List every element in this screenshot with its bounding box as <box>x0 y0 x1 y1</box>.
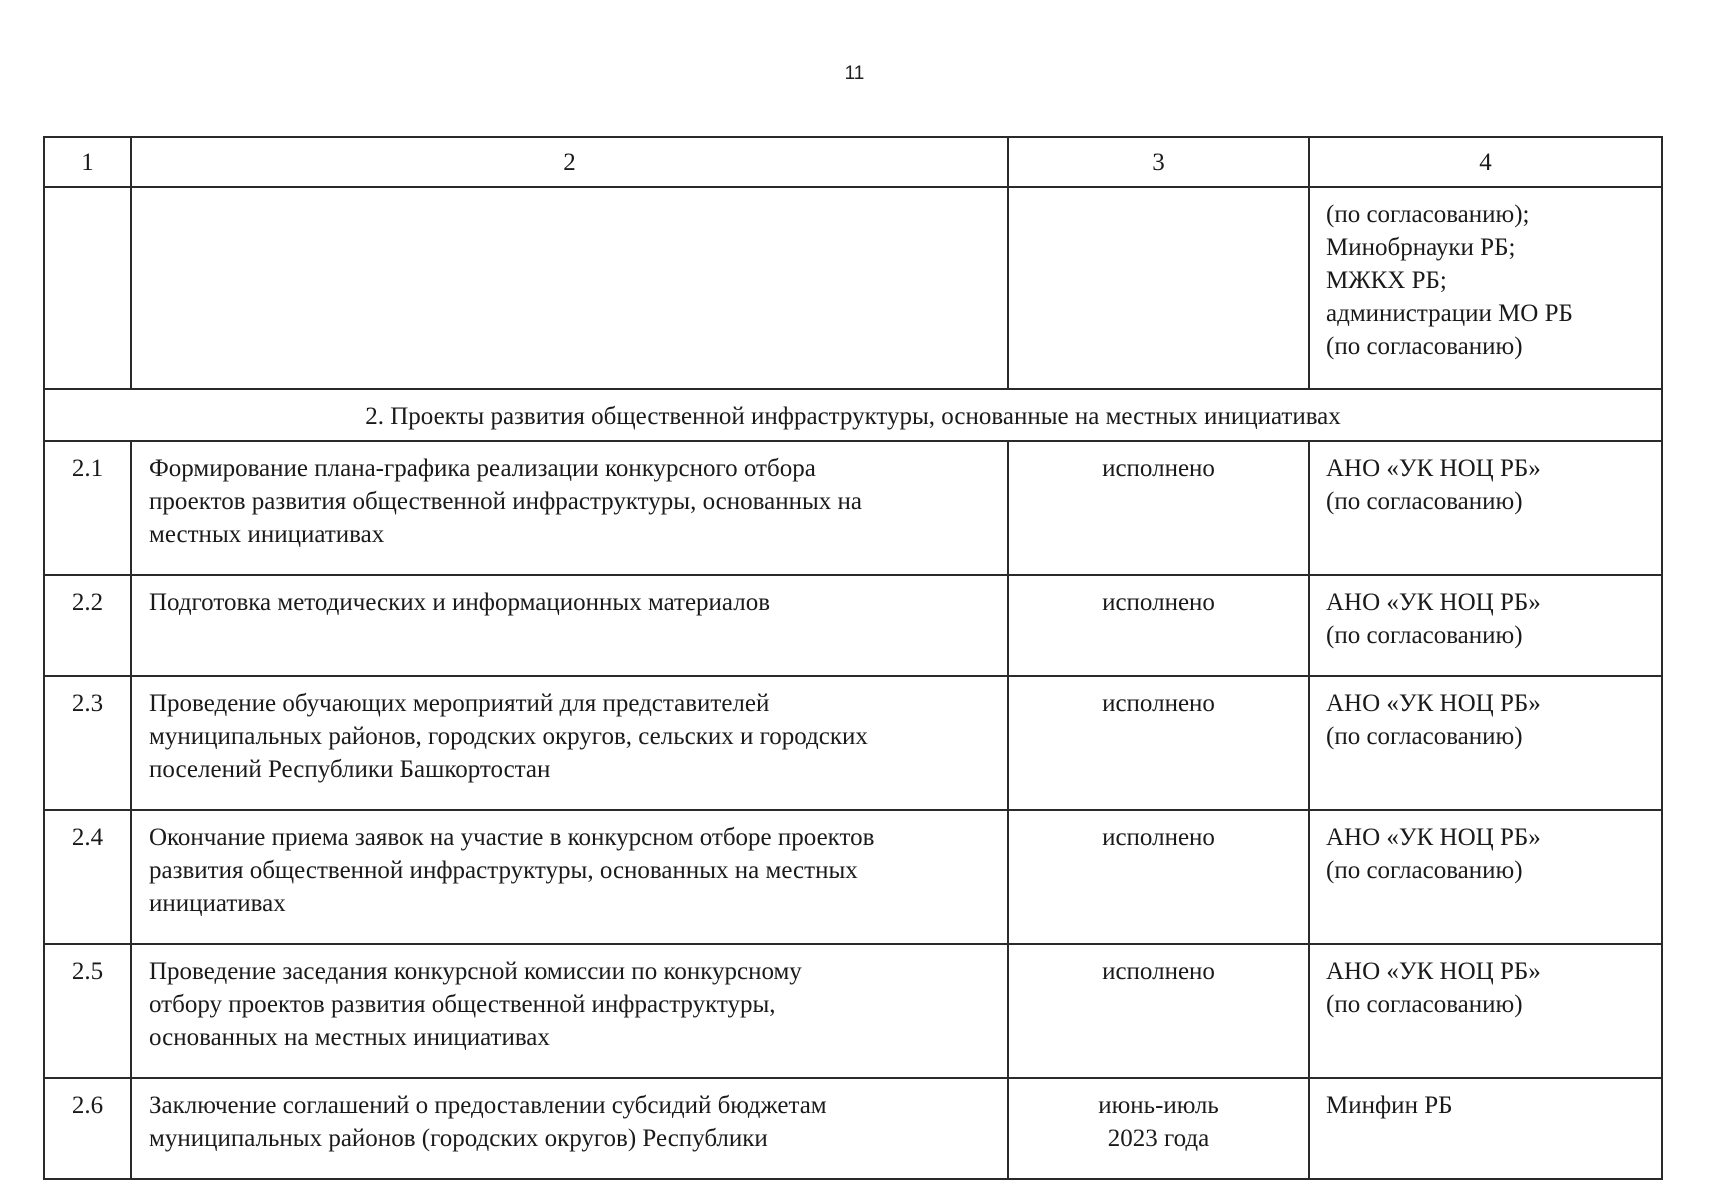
responsible-cell <box>1309 575 1662 676</box>
activity-cell <box>131 676 1008 810</box>
activity-line: местных инициативах <box>149 521 385 548</box>
activity-cell <box>131 1078 1008 1179</box>
status-cell <box>1008 676 1309 810</box>
header-row <box>44 137 1662 187</box>
activity-line: муниципальных районов, городских округов, сельских и городских <box>149 723 868 750</box>
row-number: 2.6 <box>44 1078 131 1179</box>
status-line: исполнено <box>1102 824 1215 851</box>
table-row <box>44 944 1662 1078</box>
activity-line: Формирование плана-графика реализации конкурсного отбора <box>149 455 816 482</box>
activity-line: инициативах <box>149 890 286 917</box>
activity-cell <box>131 441 1008 575</box>
status-line: исполнено <box>1102 958 1215 985</box>
activity-cell <box>131 944 1008 1078</box>
activity-line: Окончание приема заявок на участие в конкурсном отборе проектов <box>149 824 875 851</box>
responsible-line: (по согласованию) <box>1326 488 1523 515</box>
responsible-cell <box>1309 676 1662 810</box>
activity-line: Подготовка методических и информационных материалов <box>149 589 771 616</box>
responsible-line: Минобрнауки РБ; <box>1326 234 1516 261</box>
responsible-cell <box>1309 1078 1662 1179</box>
continuation-row <box>44 187 1662 389</box>
activity-line: развития общественной инфраструктуры, основанных на местных <box>149 857 858 884</box>
responsible-line: (по согласованию) <box>1326 723 1523 750</box>
responsible-line: Минфин РБ <box>1326 1092 1453 1119</box>
status-cell <box>1008 1078 1309 1179</box>
activity-line: отбору проектов развития общественной инфраструктуры, <box>149 991 776 1018</box>
responsible-line: администрации МО РБ <box>1326 300 1573 327</box>
activity-line: Проведение обучающих мероприятий для представителей <box>149 690 770 717</box>
section-title: 2. Проекты развития общественной инфраструктуры, основанные на местных инициативах <box>44 389 1662 441</box>
responsible-cell <box>1309 187 1662 389</box>
status-line: исполнено <box>1102 455 1215 482</box>
table-row <box>44 810 1662 944</box>
status-cell <box>1008 944 1309 1078</box>
responsible-line: АНО «УК НОЦ РБ» <box>1326 824 1541 851</box>
responsible-line: (по согласованию) <box>1326 333 1523 360</box>
status-cell <box>1008 810 1309 944</box>
section-row <box>44 389 1662 441</box>
row-number: 2.4 <box>44 810 131 944</box>
header-cell-4: 4 <box>1309 137 1662 187</box>
table-row <box>44 441 1662 575</box>
header-cell-2: 2 <box>131 137 1008 187</box>
responsible-line: (по согласованию) <box>1326 622 1523 649</box>
responsible-line: (по согласованию) <box>1326 857 1523 884</box>
status-line: июнь-июль <box>1098 1092 1219 1119</box>
row-number: 2.5 <box>44 944 131 1078</box>
table-row <box>44 676 1662 810</box>
activity-line: Проведение заседания конкурсной комиссии по конкурсному <box>149 958 802 985</box>
responsible-line: (по согласованию); <box>1326 201 1530 228</box>
responsible-cell <box>1309 441 1662 575</box>
responsible-line: АНО «УК НОЦ РБ» <box>1326 455 1541 482</box>
activity-line: основанных на местных инициативах <box>149 1024 550 1051</box>
status-cell <box>1008 575 1309 676</box>
activity-line: Заключение соглашений о предоставлении субсидий бюджетам <box>149 1092 827 1119</box>
header-cell-1: 1 <box>44 137 131 187</box>
activity-cell <box>131 575 1008 676</box>
status-line: исполнено <box>1102 589 1215 616</box>
activity-line: муниципальных районов (городских округов) Республики <box>149 1125 768 1152</box>
table-row <box>44 575 1662 676</box>
status-cell <box>1008 441 1309 575</box>
page-number: 11 <box>844 63 865 84</box>
responsible-line: АНО «УК НОЦ РБ» <box>1326 958 1541 985</box>
responsible-line: (по согласованию) <box>1326 991 1523 1018</box>
empty-cell <box>44 187 131 389</box>
table-row <box>44 1078 1662 1179</box>
responsible-line: АНО «УК НОЦ РБ» <box>1326 589 1541 616</box>
responsible-cell <box>1309 810 1662 944</box>
activity-cell <box>131 810 1008 944</box>
row-number: 2.1 <box>44 441 131 575</box>
empty-cell <box>1008 187 1309 389</box>
status-line: 2023 года <box>1107 1125 1210 1152</box>
responsible-line: АНО «УК НОЦ РБ» <box>1326 690 1541 717</box>
responsible-cell <box>1309 944 1662 1078</box>
activity-line: проектов развития общественной инфраструктуры, основанных на <box>149 488 863 515</box>
row-number: 2.3 <box>44 676 131 810</box>
row-number: 2.2 <box>44 575 131 676</box>
status-line: исполнено <box>1102 690 1215 717</box>
responsible-line: МЖКХ РБ; <box>1326 267 1447 294</box>
empty-cell <box>131 187 1008 389</box>
plan-table <box>43 136 1663 1180</box>
header-cell-3: 3 <box>1008 137 1309 187</box>
activity-line: поселений Республики Башкортостан <box>149 756 551 783</box>
